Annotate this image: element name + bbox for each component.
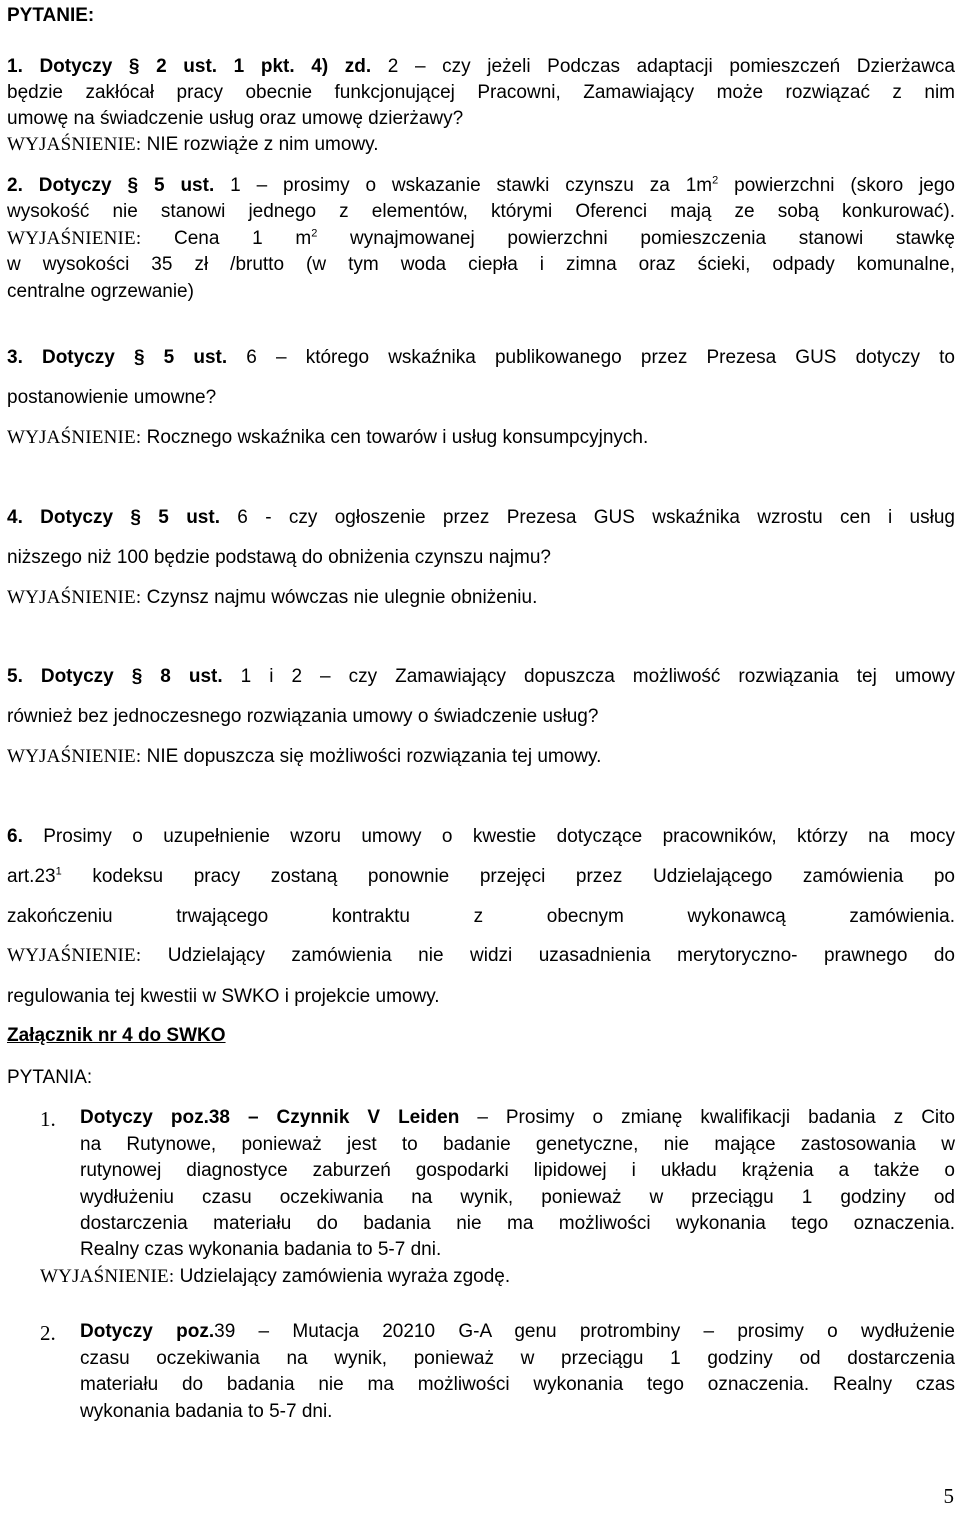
q2-answer-a: Cena 1 m <box>141 228 312 249</box>
q5-answer-label: WYJAŚNIENIE: <box>7 746 142 767</box>
item2-reference: Dotyczy poz. <box>80 1321 215 1342</box>
q5-line-1 <box>7 665 955 689</box>
q3-line-2: postanowienie umowne? <box>7 387 217 408</box>
item1-line-2: na Rutynowe, ponieważ jest to badanie genetyczne, nie mające zastosowania w <box>80 1134 955 1155</box>
q3-answer-text: Rocznego wskaźnika cen towarów i usług konsumpcyjnych. <box>141 427 649 448</box>
q1-line-2: będzie zakłócał pracy obecnie funkcjonującej Pracowni, Zamawiający może rozwiązać z nim <box>7 82 955 103</box>
q2-line-4: w wysokości 35 zł /brutto (w tym woda ciepła i zimna oraz ścieki, odpady komunalne, <box>7 254 955 275</box>
q1-reference: 1. Dotyczy § 2 ust. 1 pkt. 4) zd. <box>7 56 372 77</box>
q5-answer-text: NIE dopuszcza się możliwości rozwiązania tej umowy. <box>141 746 602 767</box>
q6-reference: 6. <box>7 826 23 847</box>
heading-pytanie: PYTANIE: <box>7 5 95 26</box>
q1-answer-text: NIE rozwiąże z nim umowy. <box>141 134 379 155</box>
q5-reference: 5. Dotyczy § 8 ust. <box>7 666 223 687</box>
q6-text-b: kodeksu pracy zostaną ponownie przejęci przez Udzielającego zamówienia po <box>61 866 955 887</box>
item2-line-2: czasu oczekiwania na wynik, ponieważ w przeciągu 1 godziny od dostarczenia <box>80 1348 955 1369</box>
attachment-title: Załącznik nr 4 do SWKO <box>7 1025 226 1046</box>
q6-article: art.23 <box>7 866 56 887</box>
q2-answer <box>7 227 955 251</box>
q3-line-1 <box>7 346 955 370</box>
q6-answer-label: WYJAŚNIENIE: <box>7 945 142 966</box>
q6-line-2 <box>7 865 955 889</box>
item1-number: 1. <box>40 1107 56 1131</box>
q2-line-2: wysokość nie stanowi jednego z elementów, którymi Oferenci mają ze sobą konkurować). <box>7 201 955 222</box>
q1-line-1 <box>7 55 955 79</box>
q4-text: 6 - czy ogłoszenie przez Prezesa GUS wskaźnika wzrostu cen i usług <box>219 507 955 528</box>
item1-text: – Prosimy o zmianę kwalifikacji badania z Cito <box>459 1107 955 1128</box>
q3-answer <box>7 426 955 450</box>
item1-answer-label: WYJAŚNIENIE: <box>40 1266 175 1287</box>
item1-line-1 <box>80 1106 955 1130</box>
item2-line-1 <box>80 1320 955 1344</box>
q2-line-1 <box>7 174 955 198</box>
q2-answer-superscript: 2 <box>311 227 318 240</box>
heading-pytania: PYTANIA: <box>7 1067 93 1088</box>
q4-line-1 <box>7 506 955 530</box>
page-number: 5 <box>943 1484 954 1508</box>
q5-answer <box>7 745 955 769</box>
q2-reference: 2. Dotyczy § 5 ust. <box>7 175 215 196</box>
q4-reference: 4. Dotyczy § 5 ust. <box>7 507 220 528</box>
item2-text: 39 – Mutacja 20210 G-A genu protrombiny – prosimy o wydłużenie <box>214 1321 956 1342</box>
q3-reference: 3. Dotyczy § 5 ust. <box>7 347 228 368</box>
q4-answer-label: WYJAŚNIENIE: <box>7 587 142 608</box>
q3-answer-label: WYJAŚNIENIE: <box>7 427 142 448</box>
q6-line-3: zakończeniu trwającego kontraktu z obecnym wykonawcą zamówienia. <box>7 906 955 927</box>
item1-line-3: rutynowej diagnostyce zaburzeń gospodarki lipidowej i układu krążenia a także o <box>80 1160 955 1181</box>
item2-line-3: materiału do badania nie ma możliwości wykonania tego oznaczenia. Realny czas <box>80 1374 955 1395</box>
q6-text: Prosimy o uzupełnienie wzoru umowy o kwestie dotyczące pracowników, którzy na mocy <box>22 826 955 847</box>
q2-text-a: 1 – prosimy o wskazanie stawki czynszu za 1m <box>214 175 713 196</box>
item1-reference: Dotyczy poz.38 – Czynnik V Leiden <box>80 1107 460 1128</box>
q6-superscript: 1 <box>55 865 62 878</box>
q1-answer <box>7 133 955 157</box>
q2-answer-label: WYJAŚNIENIE: <box>7 228 142 249</box>
item1-line-5: dostarczenia materiału do badania nie ma możliwości wykonania tego oznaczenia. <box>80 1213 955 1234</box>
item1-answer-text: Udzielający zamówienia wyraża zgodę. <box>174 1266 511 1287</box>
q2-superscript: 2 <box>712 174 719 187</box>
item1-answer <box>40 1265 960 1289</box>
item2-number: 2. <box>40 1321 56 1345</box>
q4-answer-text: Czynsz najmu wówczas nie ulegnie obniżeniu. <box>141 587 538 608</box>
q1-text: 2 – czy jeżeli Podczas adaptacji pomieszczeń Dzierżawca <box>371 56 956 77</box>
q6-line-1 <box>7 825 955 849</box>
q2-answer-b: wynajmowanej powierzchni pomieszczenia stanowi stawkę <box>317 228 955 249</box>
q3-text: 6 – którego wskaźnika publikowanego przez Prezesa GUS dotyczy to <box>227 347 956 368</box>
q4-line-2: niższego niż 100 będzie podstawą do obniżenia czynszu najmu? <box>7 547 551 568</box>
q4-answer <box>7 586 955 610</box>
q5-line-2: również bez jednoczesnego rozwiązania umowy o świadczenie usług? <box>7 706 599 727</box>
q2-line-5: centralne ogrzewanie) <box>7 281 194 302</box>
q2-text-b: powierzchni (skoro jego <box>718 175 956 196</box>
item1-line-6: Realny czas wykonania badania to 5-7 dni. <box>80 1239 442 1260</box>
q1-line-3: umowę na świadczenie usług oraz umowę dzierżawy? <box>7 108 464 129</box>
item2-line-4: wykonania badania to 5-7 dni. <box>80 1401 333 1422</box>
q1-answer-label: WYJAŚNIENIE: <box>7 134 142 155</box>
item1-line-4: wydłużeniu czasu oczekiwania na wynik, ponieważ w przeciągu 1 godziny od <box>80 1187 955 1208</box>
q5-text: 1 i 2 – czy Zamawiający dopuszcza możliwość rozwiązania tej umowy <box>222 666 956 687</box>
q6-line-5: regulowania tej kwestii w SWKO i projekcie umowy. <box>7 986 440 1007</box>
q6-answer <box>7 944 955 968</box>
q6-answer-text: Udzielający zamówienia nie widzi uzasadnienia merytoryczno- prawnego do <box>141 945 955 966</box>
